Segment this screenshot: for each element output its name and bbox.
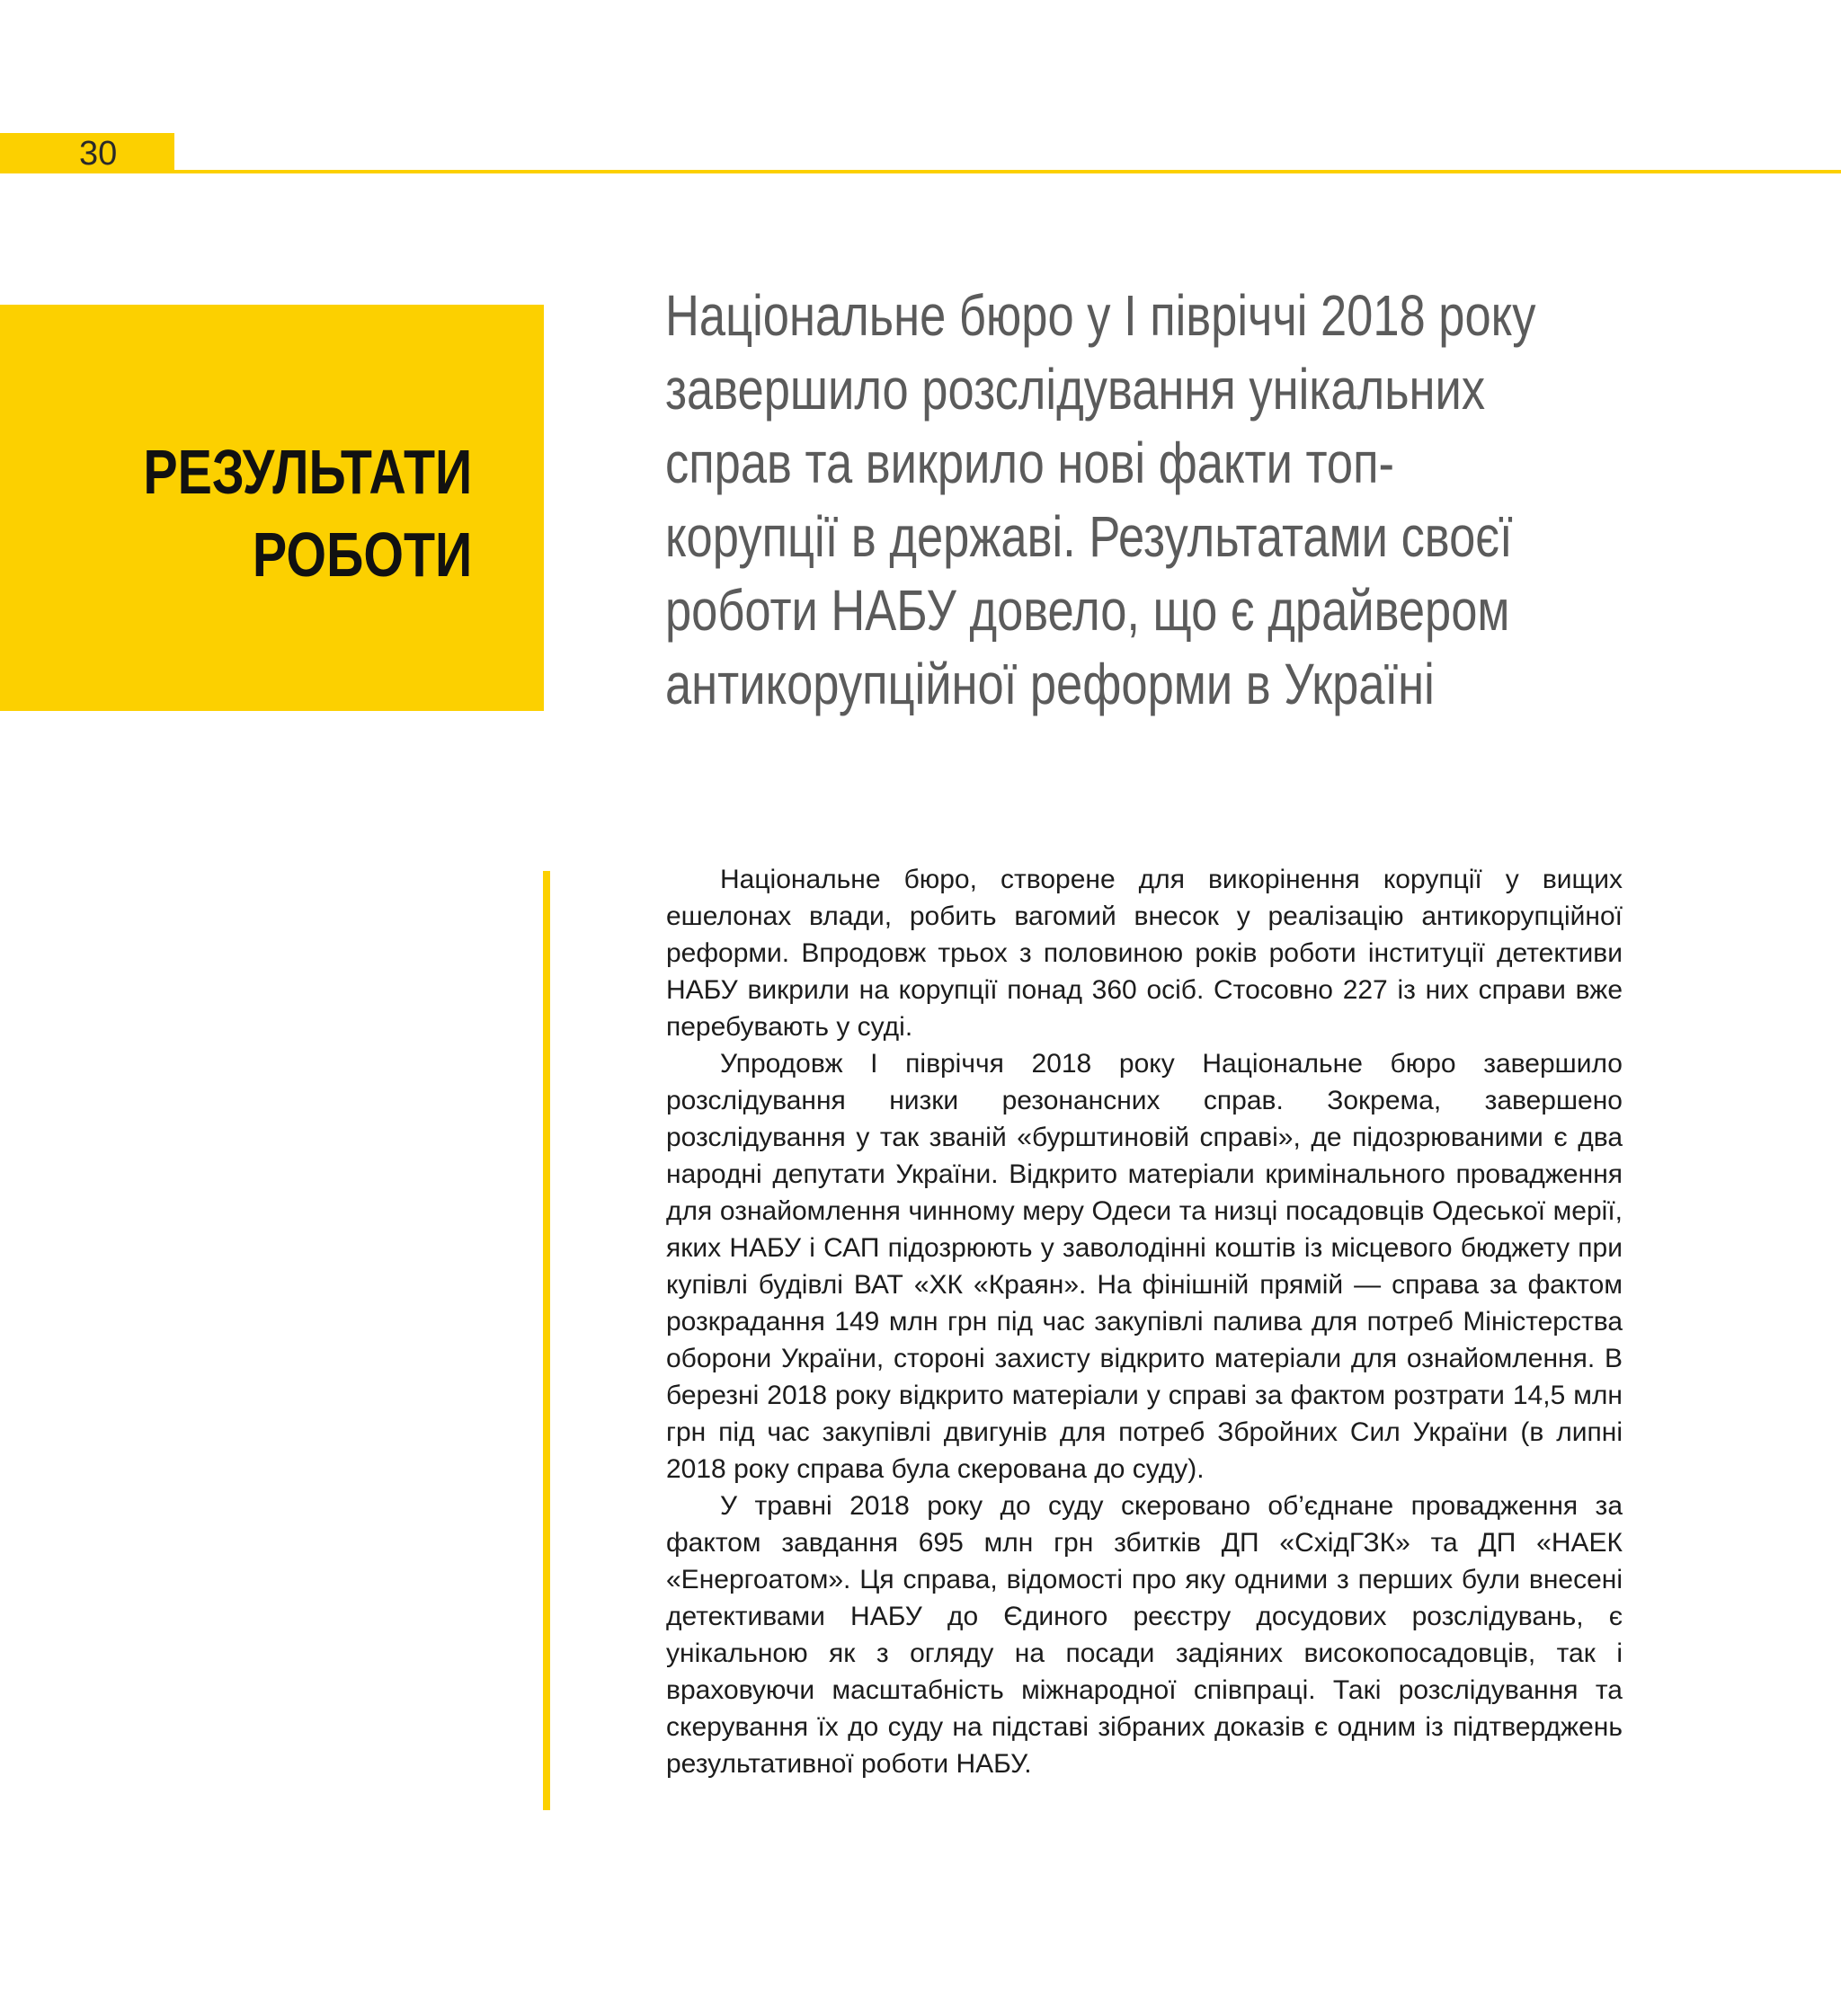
lead-line: роботи НАБУ довело, що є драйвером [665,578,1510,643]
body-paragraph: У травні 2018 року до суду скеровано об’єднане провадження за фактом завдання 695 млн грн збитків ДП «СхідГЗК» та ДП «НАЕК «Енергоатом». Ця справа, відомості про яку одними з перших були внесені детективами НАБУ до Єдиного реєстру досудових розслідувань, є унікальною як з огляду на посади задіяних високопосадовців, так і враховуючи масштабність міжнародної співпраці. Такі розслідування та скерування їх до суду на підставі зібраних доказів є одним із підтверджень результативної роботи НАБУ. [666,1491,1623,1779]
body-paragraph: Національне бюро, створене для викорінення корупції у вищих ешелонах влади, робить вагомий внесок у реалізацію антикорупційної реформи. Впродовж трьох з половиною років роботи інституції детективи НАБУ викрили на корупції понад 360 осіб. Стосовно 227 із них справи вже перебувають у суді. [666,865,1623,1042]
lead-line: корупції в державі. Результатами своєї [665,504,1513,569]
lead-line: справ та викрило нові факти топ- [665,431,1395,495]
page-number: 30 [79,135,118,173]
body-paragraph: Упродовж І півріччя 2018 року Національне бюро завершило розслідування низки резонансних справ. Зокрема, завершено розслідування у так званій «бурштиновій справі», де підозрюваними є два народні депутати України. Відкрито матеріали кримінального провадження для ознайомлення чинному меру Одеси та низці посадовців Одеської мерії, яких НАБУ і САП підозрюють у заволодінні коштів із місцевого бюджету при купівлі будівлі ВАТ «ХК «Краян». На фінішній прямій — справа за фактом розкрадання 149 млн грн під час закупівлі палива для потреб Міністерства оборони України, стороні захисту відкрито матеріали для ознайомлення. В березні 2018 року відкрито матеріали у справі за фактом розтрати 14,5 млн грн під час закупівлі двигунів для потреб Збройних Сил України (в липні 2018 року справа була скерована до суду). [666,1049,1623,1484]
section-title [143,431,472,596]
section-title-line: РОБОТИ [252,520,472,590]
lead-paragraph [665,279,1536,721]
body-side-rule [543,871,550,1810]
lead-line: Національне бюро у І півріччі 2018 року [665,283,1536,348]
lead-line: антикорупційної реформи в Україні [665,652,1435,716]
header-rule [174,170,1841,173]
body-text [666,861,1623,1782]
section-title-line: РЕЗУЛЬТАТИ [143,437,472,507]
lead-line: завершило розслідування унікальних [665,357,1486,422]
section-title-block [0,305,544,711]
